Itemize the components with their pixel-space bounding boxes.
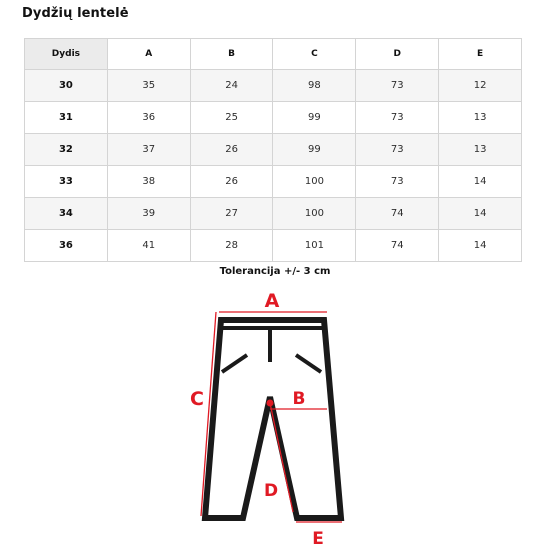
label-b: B: [292, 389, 306, 409]
cell-a: 35: [107, 70, 190, 102]
cell-c: 98: [273, 70, 356, 102]
cell-b: 24: [190, 70, 273, 102]
tolerance-note: Tolerancija +/- 3 cm: [219, 266, 331, 277]
cell-d: 74: [356, 198, 439, 230]
cell-c: 100: [273, 198, 356, 230]
cell-b: 25: [190, 102, 273, 134]
cell-a: 41: [107, 230, 190, 262]
cell-d: 73: [356, 102, 439, 134]
cell-e: 13: [439, 134, 522, 166]
header-c: C: [273, 39, 356, 70]
page-title: Dydžių lentelė: [22, 6, 129, 21]
cell-b: 26: [190, 166, 273, 198]
cell-d: 73: [356, 134, 439, 166]
header-d: D: [356, 39, 439, 70]
cell-b: 27: [190, 198, 273, 230]
cell-c: 101: [273, 230, 356, 262]
cell-b: 28: [190, 230, 273, 262]
cell-d: 73: [356, 166, 439, 198]
header-size: Dydis: [25, 39, 108, 70]
label-e: E: [312, 529, 324, 549]
cell-size: 33: [25, 166, 108, 198]
cell-a: 36: [107, 102, 190, 134]
cell-c: 99: [273, 134, 356, 166]
header-e: E: [439, 39, 522, 70]
cell-a: 37: [107, 134, 190, 166]
cell-size: 32: [25, 134, 108, 166]
header-b: B: [190, 39, 273, 70]
cell-e: 14: [439, 198, 522, 230]
cell-e: 13: [439, 102, 522, 134]
cell-size: 34: [25, 198, 108, 230]
label-c: C: [190, 388, 204, 410]
cell-c: 100: [273, 166, 356, 198]
cell-b: 26: [190, 134, 273, 166]
cell-e: 14: [439, 230, 522, 262]
cell-c: 99: [273, 102, 356, 134]
cell-size: 30: [25, 70, 108, 102]
cell-size: 36: [25, 230, 108, 262]
label-a: A: [264, 290, 280, 312]
cell-a: 39: [107, 198, 190, 230]
label-d: D: [263, 481, 279, 501]
cell-d: 73: [356, 70, 439, 102]
cell-a: 38: [107, 166, 190, 198]
cell-size: 31: [25, 102, 108, 134]
header-a: A: [107, 39, 190, 70]
cell-d: 74: [356, 230, 439, 262]
cell-e: 14: [439, 166, 522, 198]
cell-e: 12: [439, 70, 522, 102]
